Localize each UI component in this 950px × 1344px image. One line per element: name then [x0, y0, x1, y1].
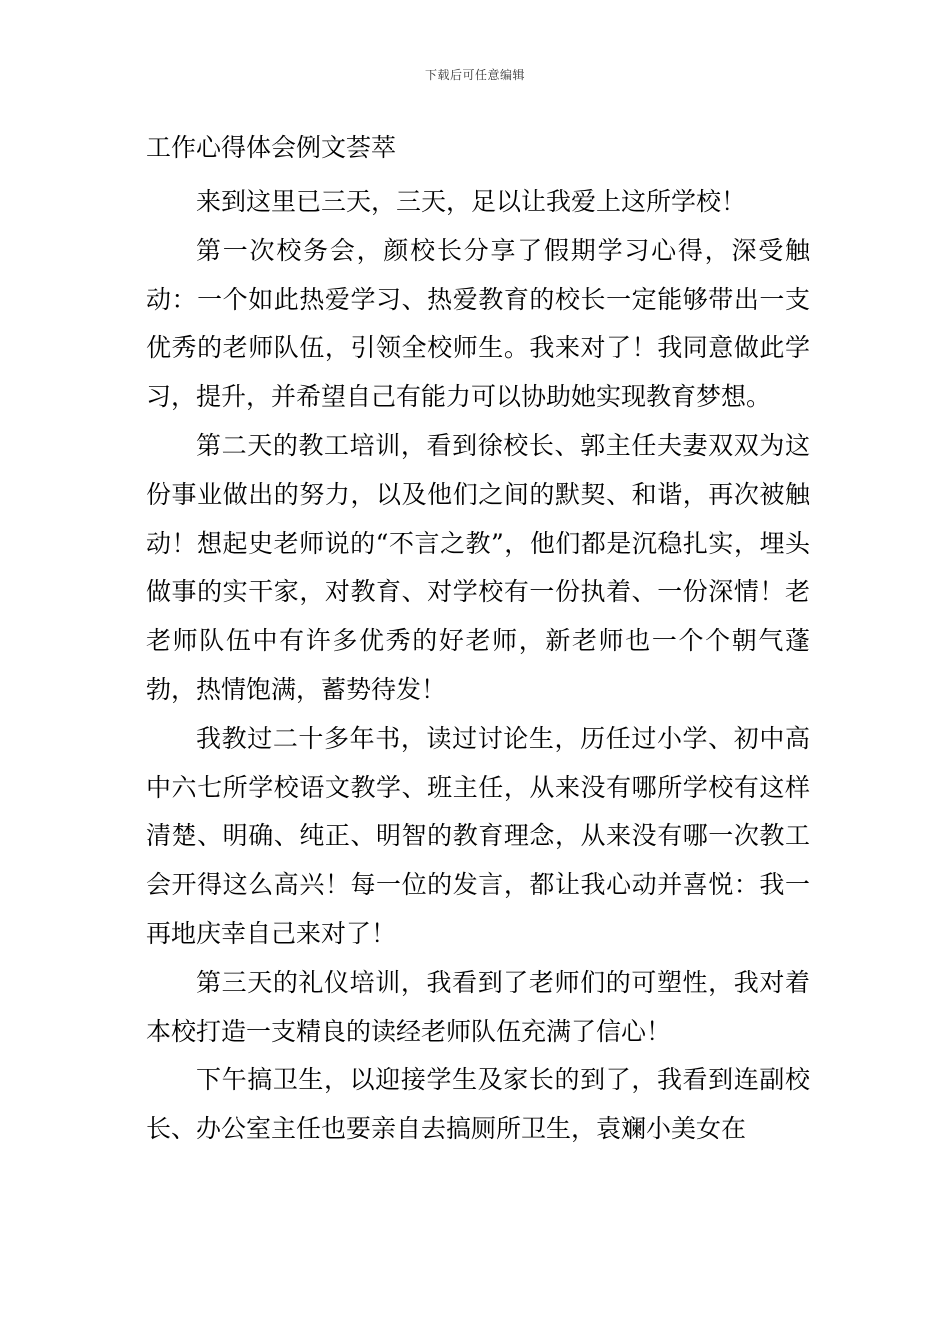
paragraph: 第一次校务会，颜校长分享了假期学习心得，深受触动：一个如此热爱学习、热爱教育的校长一定能够带出一支优秀的老师队伍，引领全校师生。我来对了！我同意做此学习，提升，并希望自己有能力可以协助她实现教育梦想。 — [146, 235, 810, 412]
paragraph: 下午搞卫生，以迎接学生及家长的到了，我看到连副校长、办公室主任也要亲自去搞厕所卫生，袁斓小美女在 — [146, 1065, 810, 1144]
paragraph: 第三天的礼仪培训，我看到了老师们的可塑性，我对着本校打造一支精良的读经老师队伍充满了信心！ — [146, 967, 810, 1046]
paragraph: 来到这里已三天，三天，足以让我爱上这所学校！ — [196, 187, 747, 216]
document-title: 工作心得体会例文荟萃 — [146, 133, 397, 162]
paragraph: 第二天的教工培训，看到徐校长、郭主任夫妻双双为这份事业做出的努力，以及他们之间的默契、和谐，再次被触动！想起史老师说的“不言之教”，他们都是沉稳扎实，埋头做事的实干家，对教育、对学校有一份执着、一份深情！老老师队伍中有许多优秀的好老师，新老师也一个个朝气蓬勃，热情饱满，蓄势待发！ — [146, 430, 810, 704]
paragraph: 我教过二十多年书，读过讨论生，历任过小学、初中高中六七所学校语文教学、班主任，从来没有哪所学校有这样清楚、明确、纯正、明智的教育理念，从来没有哪一次教工会开得这么高兴！每一位的发言，都让我心动并喜悦：我一再地庆幸自己来对了！ — [146, 723, 810, 948]
document-body — [146, 128, 810, 1154]
header-note: 下载后可任意编辑 — [424, 68, 525, 82]
